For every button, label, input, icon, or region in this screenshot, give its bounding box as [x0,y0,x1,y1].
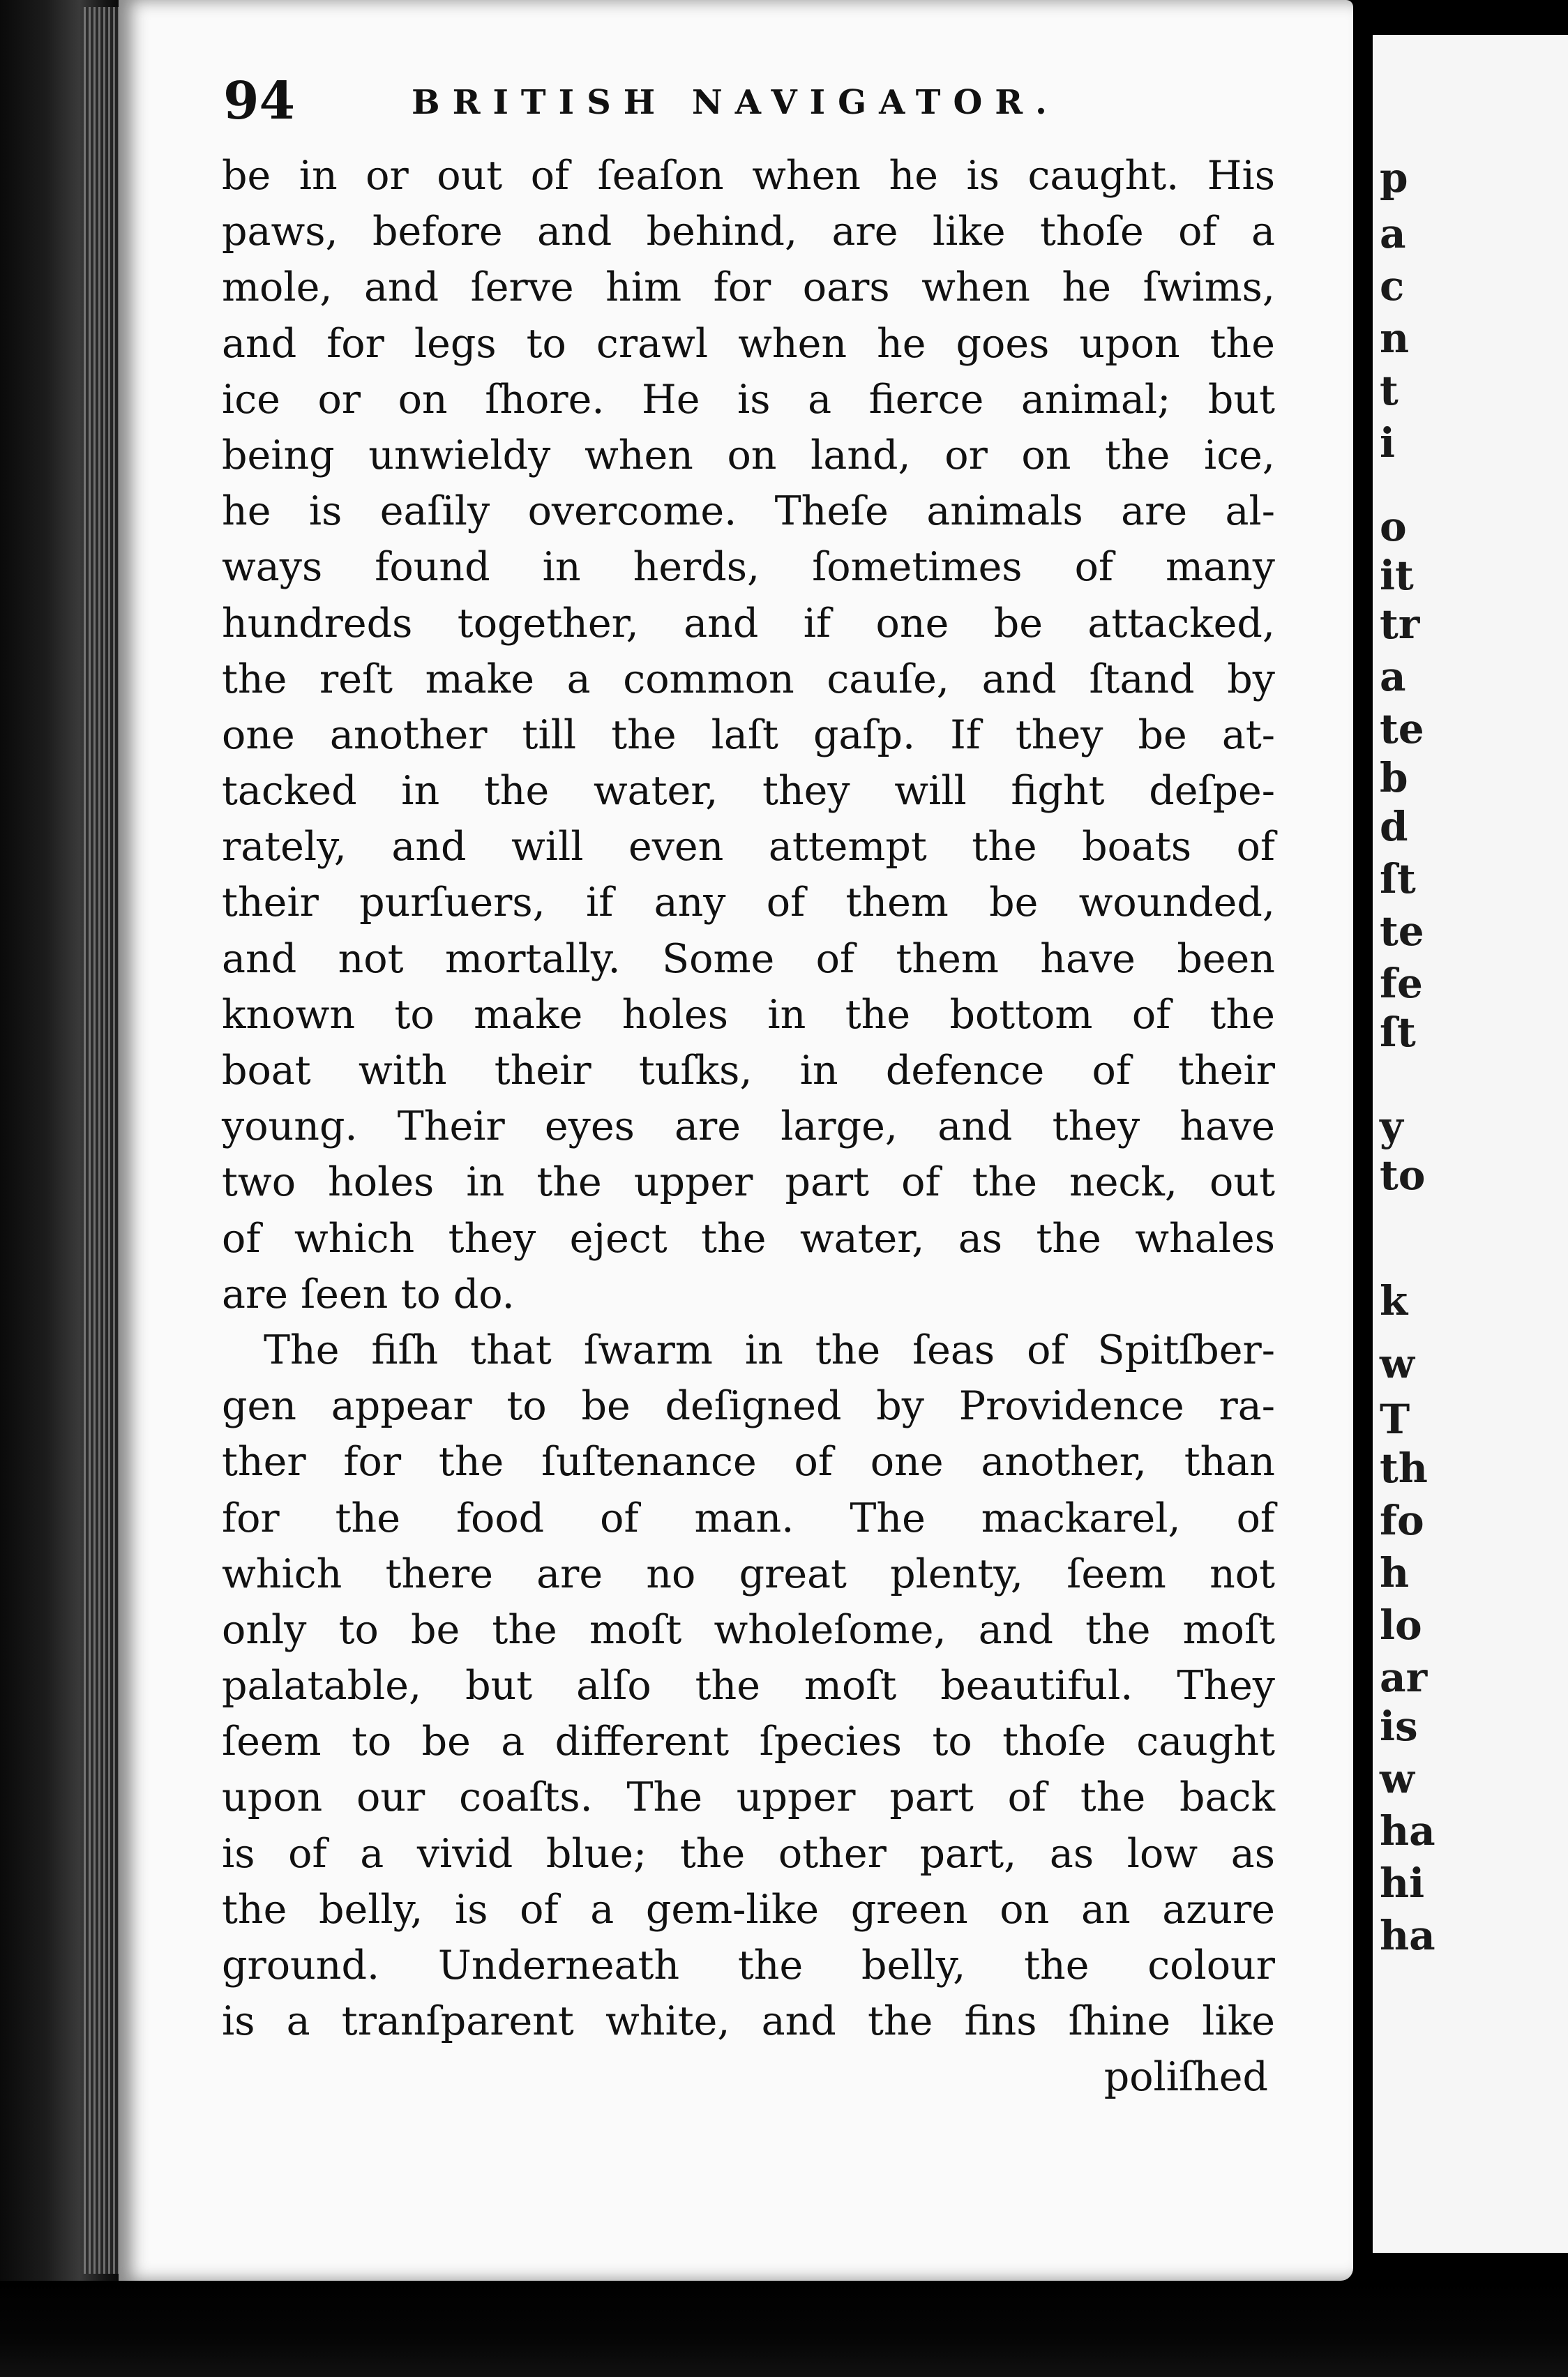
facing-page-fragment: te [1380,705,1424,753]
text-line: tacked in the water, they will fight deſpe- [222,768,1275,815]
facing-page-fragment: lo [1380,1601,1422,1649]
catchword: poliſhed [1103,2054,1268,2101]
facing-page-fragment: a [1380,210,1406,257]
text-line: are ſeen to do. [222,1271,515,1318]
facing-page-fragment: h [1380,1549,1410,1597]
text-line: being unwieldy when on land, or on the ice, [222,432,1275,478]
scan-border [0,2281,1568,2377]
text-line: ther for the ſuſtenance of one another, than [222,1439,1275,1486]
text-line: one another till the laſt gaſp. If they be at- [222,711,1275,758]
text-line: ways found in herds, ſometimes of many [222,544,1275,591]
gutter [1353,0,1373,2377]
page-number: 94 [223,71,295,131]
text-line: hundreds together, and if one be attacked, [222,600,1275,647]
text-line: their purſuers, if any of them be wounded, [222,880,1275,926]
facing-page [1373,35,1568,2253]
facing-page-fragment: to [1380,1152,1426,1199]
text-line: paws, before and behind, are like thoſe of a [222,209,1275,255]
facing-page-fragment: hi [1380,1859,1425,1907]
text-line: palatable, but alſo the moſt beautiful. They [222,1663,1275,1710]
text-line: boat with their tuſks, in defence of their [222,1048,1275,1094]
text-line: be in or out of ſeaſon when he is caught. His [222,153,1275,199]
page-edges [84,7,119,2274]
facing-page-fragment: fe [1380,960,1423,1007]
facing-page-fragment: k [1380,1277,1408,1325]
facing-page-fragment: ſt [1380,855,1416,903]
text-line: young. Their eyes are large, and they have [222,1103,1275,1150]
facing-page-fragment: te [1380,907,1424,955]
facing-page-fragment: ha [1380,1912,1435,1959]
text-line: mole, and ſerve him for oars when he ſwims, [222,264,1275,311]
facing-page-fragment: th [1380,1444,1428,1492]
text-line: and not mortally. Some of them have been [222,935,1275,982]
facing-page-fragment: it [1380,552,1414,599]
text-line: two holes in the upper part of the neck, out [222,1159,1275,1206]
text-line: upon our coaſts. The upper part of the back [222,1774,1275,1821]
facing-page-fragment: tr [1380,601,1420,648]
facing-page-fragment: ar [1380,1654,1428,1701]
text-line: for the food of man. The mackarel, of [222,1495,1275,1541]
text-line: The fiſh that ſwarm in the ſeas of Spitſber- [264,1327,1275,1373]
text-line: is a tranſparent white, and the fins ſhine like [222,1998,1275,2045]
text-line: is of a vivid blue; the other part, as low as [222,1830,1275,1877]
facing-page-fragment: a [1380,653,1406,700]
facing-page-fragment: ſt [1380,1009,1416,1056]
text-line: of which they eject the water, as the whales [222,1215,1275,1262]
facing-page-fragment: y [1380,1103,1403,1150]
text-line: rately, and will even attempt the boats of [222,824,1275,870]
facing-page-fragment: i [1380,419,1396,467]
text-line: ſeem to be a different ſpecies to thoſe caught [222,1719,1275,1765]
text-line: which there are no great plenty, ſeem not [222,1550,1275,1597]
facing-page-fragment: T [1380,1396,1410,1443]
text-line: and for legs to crawl when he goes upon the [222,320,1275,367]
facing-page-fragment: o [1380,503,1407,550]
book-binding [0,0,133,2377]
body-text [222,148,1275,2106]
text-line: he is eaſily overcome. Theſe animals are al- [222,488,1275,535]
text-line: known to make holes in the bottom of the [222,991,1275,1038]
text-line: the belly, is of a gem-like green on an azure [222,1886,1275,1933]
text-line: the reſt make a common cauſe, and ſtand by [222,656,1275,702]
facing-page-fragment: w [1380,1340,1415,1387]
facing-page-fragment: b [1380,754,1408,801]
facing-page-fragment: c [1380,262,1405,310]
text-line: ground. Underneath the belly, the colour [222,1942,1275,1989]
facing-page-fragment: is [1380,1703,1418,1750]
running-head [223,70,1214,133]
facing-page-fragment: p [1380,154,1408,202]
facing-page-fragment: w [1380,1755,1415,1802]
text-line: only to be the moſt wholeſome, and the moſt [222,1606,1275,1653]
text-line: gen appear to be deſigned by Providence ra- [222,1383,1275,1430]
facing-page-fragment: d [1380,803,1408,850]
facing-page-fragment: t [1380,367,1399,414]
facing-page-fragment: n [1380,315,1410,362]
facing-page-fragment: ha [1380,1807,1435,1855]
running-title: BRITISH NAVIGATOR. [412,83,1060,122]
text-line: ice or on ſhore. He is a fierce animal; but [222,376,1275,423]
facing-page-fragment: fo [1380,1497,1424,1544]
